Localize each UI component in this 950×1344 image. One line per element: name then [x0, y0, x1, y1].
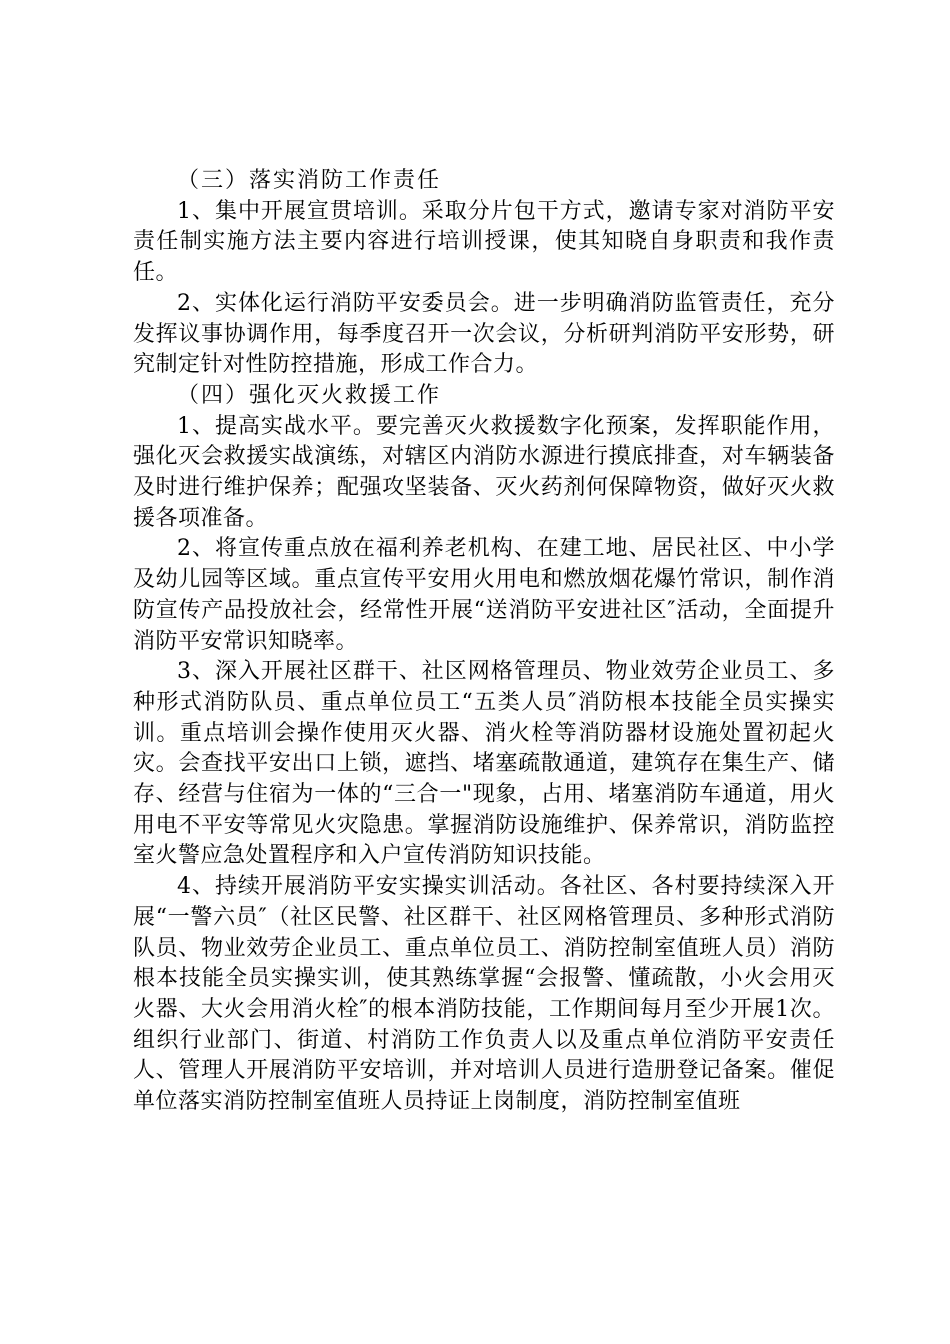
section-4-item-4: 4、持续开展消防平安实操实训活动。各社区、各村要持续深入开展“一警六员″（社区民警、社区群干、社区网格管理员、多种形式消防队员、物业效劳企业员工、重点单位员工、消防控制室值班人员）消防根本技能全员实操实训，使其熟练掌握“会报警、懂疏散，小火会用灭火器、大火会用消火栓″的根本消防技能，工作期间每月至少开展1次。组织行业部门、街道、村消防工作负责人以及重点单位消防平安责任人、管理人开展消防平安培训，并对培训人员进行造册登记备案。催促单位落实消防控制室值班人员持证上岗制度，消防控制室值班: [133, 874, 835, 1115]
section-4-item-1: 1、提高实战水平。要完善灭火救援数字化预案，发挥职能作用，强化灭会救援实战演练，对辖区内消防水源进行摸底排查，对车辆装备及时进行维护保养；配强攻坚装备、灭火药剂何保障物资，做好灭火救援各项准备。: [133, 413, 835, 531]
section-4-heading: （四）强化灭火救援工作: [177, 382, 442, 408]
section-4-item-3: 3、深入开展社区群干、社区网格管理员、物业效劳企业员工、多种形式消防队员、重点单位员工“五类人员″消防根本技能全员实操实训。重点培训会操作使用灭火器、消火栓等消防器材设施处置初起火灾。会查找平安出口上锁，遮挡、堵塞疏散通道，建筑存在集生产、储存、经营与住宿为一体的“三合一"现象，占用、堵塞消防车通道，用火用电不平安等常见火灾隐患。掌握消防设施维护、保养常识，消防监控室火警应急处置程序和入户宣传消防知识技能。: [133, 659, 835, 869]
section-3-heading: （三）落实消防工作责任: [177, 168, 442, 193]
document-page: [133, 166, 835, 1118]
section-4-item-2: 2、将宣传重点放在福利养老机构、在建工地、居民社区、中小学及幼儿园等区域。重点宣传平安用火用电和燃放烟花爆竹常识，制作消防宣传产品投放社会，经常性开展“送消防平安进社区″活动，全面提升消防平安常识知晓率。: [133, 536, 835, 654]
section-3-item-1: 1、集中开展宣贯培训。采取分片包干方式，邀请专家对消防平安责任制实施方法主要内容进行培训授课，使其知晓自身职责和我作责任。: [133, 198, 835, 286]
section-3-item-2: 2、实体化运行消防平安委员会。进一步明确消防监管责任，充分发挥议事协调作用，每季度召开一次会议，分析研判消防平安形势，研究制定针对性防控措施，形成工作合力。: [133, 290, 835, 378]
